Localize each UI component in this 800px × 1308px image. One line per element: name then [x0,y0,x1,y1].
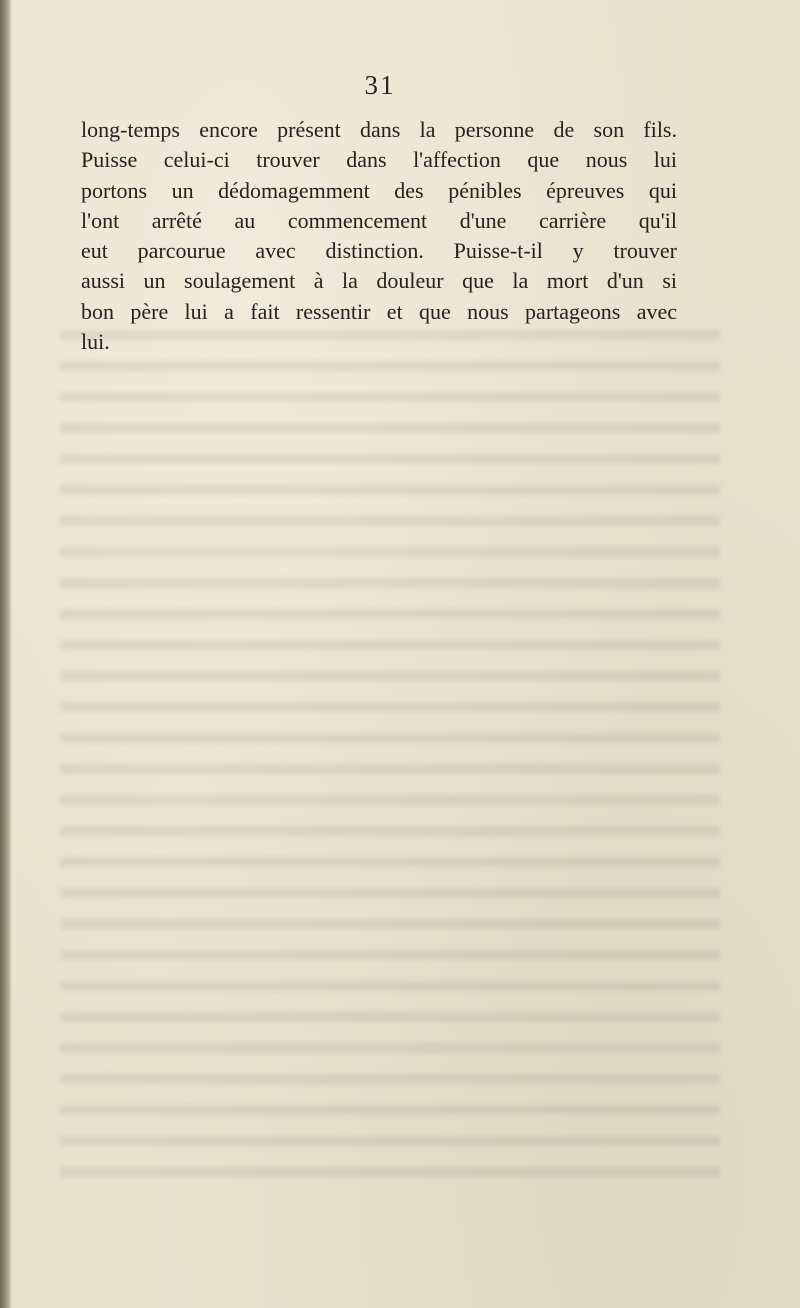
text-line: Puisse celui-ci trouver dans l'affection que nous lui [81,147,677,173]
text-line: bon père lui a fait ressentir et que nous partageons avec [81,298,677,324]
text-line: lui. [81,329,110,355]
text-line: portons un dédomagemment des pénibles épreuves qui [81,177,677,203]
page-number: 31 [364,70,396,100]
text-line: long-temps encore présent dans la personne de son fils. [81,117,677,142]
binding-edge [0,0,12,1308]
body-paragraph [81,115,677,357]
text-line: eut parcourue avec distinction. Puisse-t-il y trouver [81,238,677,264]
text-line: aussi un soulagement à la douleur que la mort d'un si [81,268,677,294]
show-through-texture [60,330,720,1180]
text-line: l'ont arrêté au commencement d'une carrière qu'il [81,207,677,233]
